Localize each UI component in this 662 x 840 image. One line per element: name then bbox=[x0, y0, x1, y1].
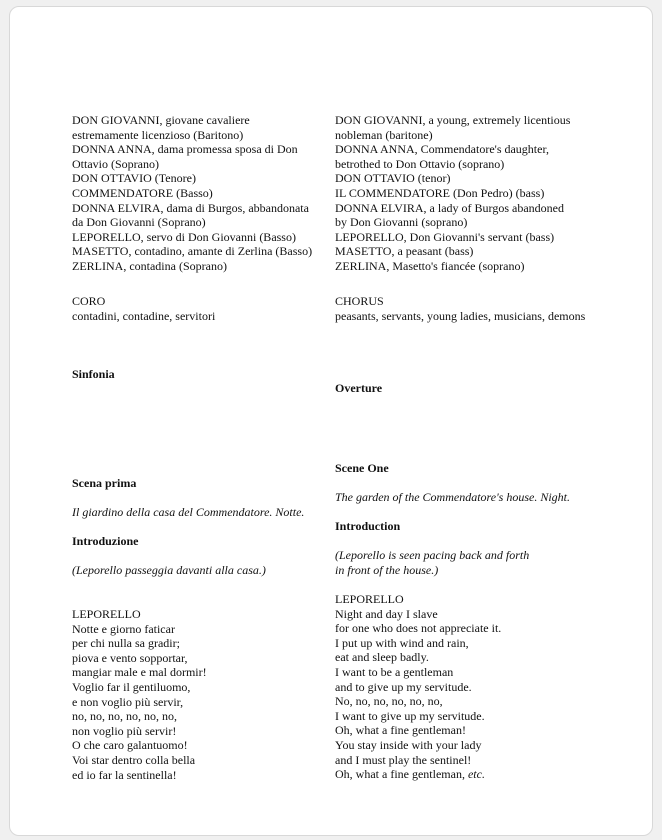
lyric-line: no, no, no, no, no, no, bbox=[72, 709, 177, 724]
lyric-line: per chi nulla sa gradir; bbox=[72, 636, 180, 651]
cast-line: da Don Giovanni (Soprano) bbox=[72, 215, 206, 230]
stage-direction-line: in front of the house.) bbox=[335, 562, 439, 577]
cast-line: MASETTO, a peasant (bass) bbox=[335, 244, 474, 259]
cast-list-english bbox=[335, 113, 597, 274]
lyric-line: Notte e giorno faticar bbox=[72, 621, 175, 636]
cast-line: DONNA ELVIRA, a lady of Burgos abandoned bbox=[335, 200, 564, 215]
lyric-line-last bbox=[335, 767, 597, 782]
lyric-line: I want to be a gentleman bbox=[335, 664, 454, 679]
number-heading-english: Introduction bbox=[335, 519, 401, 533]
stage-direction-english bbox=[335, 548, 597, 577]
scene-heading-english: Scene One bbox=[335, 461, 389, 475]
cast-line: DONNA ELVIRA, dama di Burgos, abbandonata bbox=[72, 200, 309, 215]
number-heading-italian: Introduzione bbox=[72, 534, 139, 548]
speaker-name: LEPORELLO bbox=[72, 607, 141, 621]
cast-line: Ottavio (Soprano) bbox=[72, 156, 159, 171]
lyric-line: e non voglio più servir, bbox=[72, 694, 184, 709]
cast-line: by Don Giovanni (soprano) bbox=[335, 215, 468, 230]
lyric-line: Voglio far il gentiluomo, bbox=[72, 679, 191, 694]
chorus-heading: CORO bbox=[72, 294, 106, 308]
cast-line: MASETTO, contadino, amante di Zerlina (Basso) bbox=[72, 244, 313, 259]
lyric-line: non voglio più servir! bbox=[72, 723, 177, 738]
cast-line: DONNA ANNA, Commendatore's daughter, bbox=[335, 142, 549, 157]
cast-line: COMMENDATORE (Basso) bbox=[72, 185, 213, 200]
lyric-line: I put up with wind and rain, bbox=[335, 635, 469, 650]
lyrics-block-english bbox=[335, 592, 597, 782]
lyric-text: Oh, what a fine gentleman, bbox=[335, 767, 465, 782]
cast-line: DON OTTAVIO (Tenore) bbox=[72, 171, 196, 186]
lyric-line: I want to give up my servitude. bbox=[335, 708, 485, 723]
lyric-line: mangiar male e mal dormir! bbox=[72, 665, 207, 680]
cast-line: LEPORELLO, Don Giovanni's servant (bass) bbox=[335, 229, 555, 244]
lyric-line: O che caro galantuomo! bbox=[72, 738, 188, 753]
cast-line: DON OTTAVIO (tenor) bbox=[335, 171, 451, 186]
overture-heading-italian: Sinfonia bbox=[72, 367, 115, 381]
stage-direction-italian: (Leporello passeggia davanti alla casa.) bbox=[72, 563, 266, 577]
chorus-list: peasants, servants, young ladies, musicians, demons bbox=[335, 308, 586, 323]
lyric-line: Oh, what a fine gentleman! bbox=[335, 723, 466, 738]
lyric-line: eat and sleep badly. bbox=[335, 650, 429, 665]
overture-heading-english: Overture bbox=[335, 381, 383, 395]
etc-marker: etc. bbox=[467, 767, 485, 782]
cast-line: betrothed to Don Ottavio (soprano) bbox=[335, 156, 505, 171]
lyric-line: and I must play the sentinel! bbox=[335, 752, 472, 767]
cast-line: DON GIOVANNI, a young, extremely licentious bbox=[335, 113, 571, 127]
stage-direction-line: (Leporello is seen pacing back and forth bbox=[335, 548, 530, 562]
lyric-line: Voi star dentro colla bella bbox=[72, 752, 196, 767]
chorus-block-italian bbox=[72, 294, 334, 323]
cast-line: DON GIOVANNI, giovane cavaliere bbox=[72, 113, 250, 127]
document-page bbox=[9, 6, 653, 836]
cast-line: ZERLINA, Masetto's fiancée (soprano) bbox=[335, 258, 525, 273]
cast-line: DONNA ANNA, dama promessa sposa di Don bbox=[72, 142, 298, 157]
cast-line: ZERLINA, contadina (Soprano) bbox=[72, 258, 227, 273]
scene-setting-english: The garden of the Commendatore's house. Night. bbox=[335, 490, 570, 504]
lyric-line: and to give up my servitude. bbox=[335, 679, 472, 694]
chorus-list: contadini, contadine, servitori bbox=[72, 308, 216, 323]
cast-line: LEPORELLO, servo di Don Giovanni (Basso) bbox=[72, 229, 296, 244]
lyric-line: No, no, no, no, no, no, bbox=[335, 694, 443, 709]
cast-list-italian bbox=[72, 113, 334, 274]
lyric-line: Night and day I slave bbox=[335, 606, 438, 621]
lyrics-block-italian bbox=[72, 607, 334, 782]
lyric-line: You stay inside with your lady bbox=[335, 737, 482, 752]
chorus-block-english bbox=[335, 294, 597, 323]
lyric-line: ed io far la sentinella! bbox=[72, 767, 177, 782]
chorus-heading: CHORUS bbox=[335, 294, 384, 308]
cast-line: estremamente licenzioso (Baritono) bbox=[72, 127, 244, 142]
scene-setting-italian: Il giardino della casa del Commendatore. Notte. bbox=[72, 505, 305, 519]
scene-heading-italian: Scena prima bbox=[72, 476, 137, 490]
speaker-name: LEPORELLO bbox=[335, 592, 404, 606]
lyric-line: piova e vento sopportar, bbox=[72, 650, 188, 665]
lyric-line: for one who does not appreciate it. bbox=[335, 621, 502, 636]
cast-line: nobleman (baritone) bbox=[335, 127, 433, 142]
cast-line: IL COMMENDATORE (Don Pedro) (bass) bbox=[335, 185, 545, 200]
